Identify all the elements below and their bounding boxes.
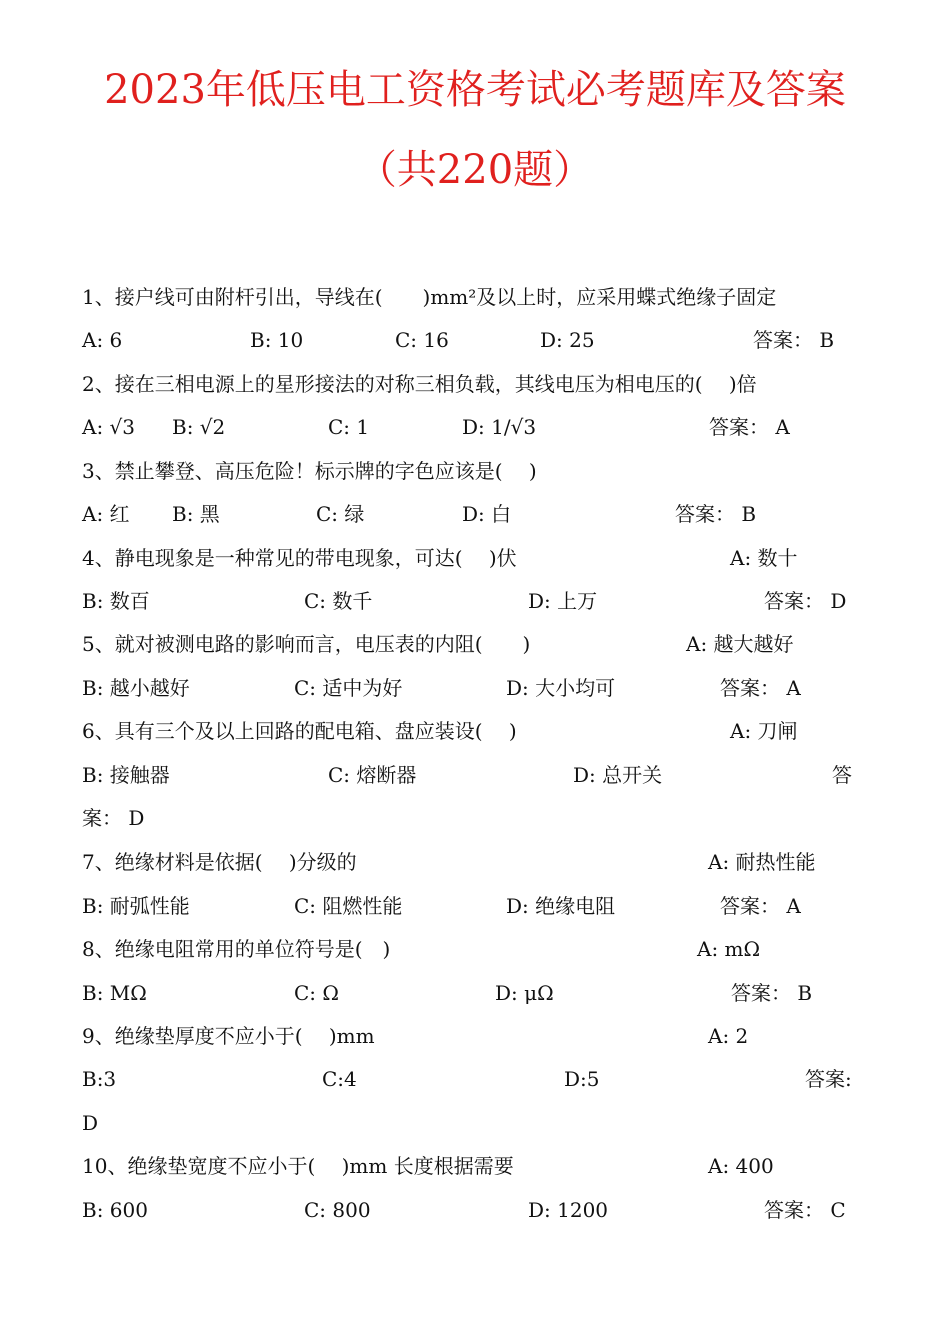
question-line — [82, 540, 854, 576]
question-text: 7、绝缘材料是依据( )分级的 — [82, 850, 357, 874]
question-line — [82, 453, 854, 489]
answer: 答案： A — [709, 415, 790, 439]
option-c: C: 适中为好 — [294, 676, 403, 700]
answer: 答案： A — [720, 894, 801, 918]
option-a: A: 数十 — [730, 546, 798, 570]
option-c: C: 熔断器 — [328, 763, 417, 787]
option-b: B: 耐弧性能 — [82, 894, 190, 918]
question-line — [82, 844, 854, 880]
question-text: 5、就对被测电路的影响而言，电压表的内阻( ) — [82, 632, 531, 656]
options-line — [82, 670, 854, 706]
option-a: A: 越大越好 — [686, 632, 794, 656]
question-text: 8、绝缘电阻常用的单位符号是( ) — [82, 937, 391, 961]
options-line — [82, 888, 854, 924]
option-d: D: 大小均可 — [506, 676, 616, 700]
option-a: A: mΩ — [697, 937, 761, 961]
document-subtitle: （共220题） — [356, 147, 594, 193]
option-a: A: √3 — [82, 415, 136, 439]
option-c: C: 阻燃性能 — [294, 894, 403, 918]
document-title: 2023年低压电工资格考试必考题库及答案 — [104, 67, 846, 113]
option-d: D: 总开关 — [573, 763, 663, 787]
options-line — [82, 1061, 854, 1097]
question-line — [82, 279, 854, 315]
question-text: 3、禁止攀登、高压危险！标示牌的字色应该是( ) — [82, 459, 537, 483]
option-a: A: 红 — [82, 502, 130, 526]
option-b: B: 数百 — [82, 589, 150, 613]
question-line — [82, 1018, 854, 1054]
option-a: A: 400 — [708, 1154, 774, 1178]
option-c: C: 16 — [395, 328, 449, 352]
option-b: B:3 — [82, 1067, 117, 1091]
option-b: B: 10 — [250, 328, 304, 352]
option-b: B: 接触器 — [82, 763, 170, 787]
question-text: 9、绝缘垫厚度不应小于( )mm — [82, 1024, 375, 1048]
question-text: 1、接户线可由附杆引出，导线在( )mm²及以上时，应采用蝶式绝缘子固定 — [82, 285, 777, 309]
options-line — [82, 322, 854, 358]
option-d: D: 1/√3 — [462, 415, 537, 439]
options-line — [82, 496, 854, 532]
options-line — [82, 409, 854, 445]
option-d: D: 白 — [462, 502, 512, 526]
question-text: 4、静电现象是一种常见的带电现象，可达( )伏 — [82, 546, 517, 570]
question-line — [82, 626, 854, 662]
option-c: C: 1 — [328, 415, 370, 439]
answer-line — [82, 1105, 854, 1141]
answer: D — [82, 1111, 99, 1135]
answer: 答 — [832, 763, 852, 787]
option-b: B: 越小越好 — [82, 676, 190, 700]
option-b: B: √2 — [172, 415, 226, 439]
answer: 答案： B — [731, 981, 813, 1005]
option-c: C:4 — [322, 1067, 357, 1091]
option-b: B: 黑 — [172, 502, 220, 526]
option-d: D: μΩ — [495, 981, 554, 1005]
question-line — [82, 1148, 854, 1184]
answer: 答案： C — [764, 1198, 846, 1222]
answer: 答案： B — [675, 502, 757, 526]
question-text: 6、具有三个及以上回路的配电箱、盘应装设( ) — [82, 719, 517, 743]
answer: 答案： D — [764, 589, 847, 613]
option-a: A: 刀闸 — [730, 719, 798, 743]
option-c: C: 数千 — [304, 589, 373, 613]
option-d: D: 25 — [540, 328, 595, 352]
option-b: B: MΩ — [82, 981, 147, 1005]
option-c: C: Ω — [294, 981, 339, 1005]
option-a: A: 2 — [708, 1024, 749, 1048]
option-d: D:5 — [564, 1067, 600, 1091]
option-d: D: 1200 — [528, 1198, 609, 1222]
options-line — [82, 1192, 854, 1228]
option-b: B: 600 — [82, 1198, 148, 1222]
options-line — [82, 975, 854, 1011]
answer: 答案: — [805, 1067, 852, 1091]
option-a: A: 6 — [82, 328, 123, 352]
answer: 答案： B — [753, 328, 835, 352]
option-c: C: 绿 — [316, 502, 365, 526]
option-c: C: 800 — [304, 1198, 371, 1222]
option-d: D: 上万 — [528, 589, 598, 613]
question-line — [82, 713, 854, 749]
answer: 案： D — [82, 806, 145, 830]
answer: 答案： A — [720, 676, 801, 700]
question-line — [82, 931, 854, 967]
question-text: 2、接在三相电源上的星形接法的对称三相负载，其线电压为相电压的( )倍 — [82, 372, 757, 396]
option-d: D: 绝缘电阻 — [506, 894, 616, 918]
option-a: A: 耐热性能 — [708, 850, 816, 874]
options-line — [82, 583, 854, 619]
answer-line — [82, 800, 854, 836]
options-line — [82, 757, 854, 793]
question-line — [82, 366, 854, 402]
question-text: 10、绝缘垫宽度不应小于( )mm 长度根据需要 — [82, 1154, 514, 1178]
